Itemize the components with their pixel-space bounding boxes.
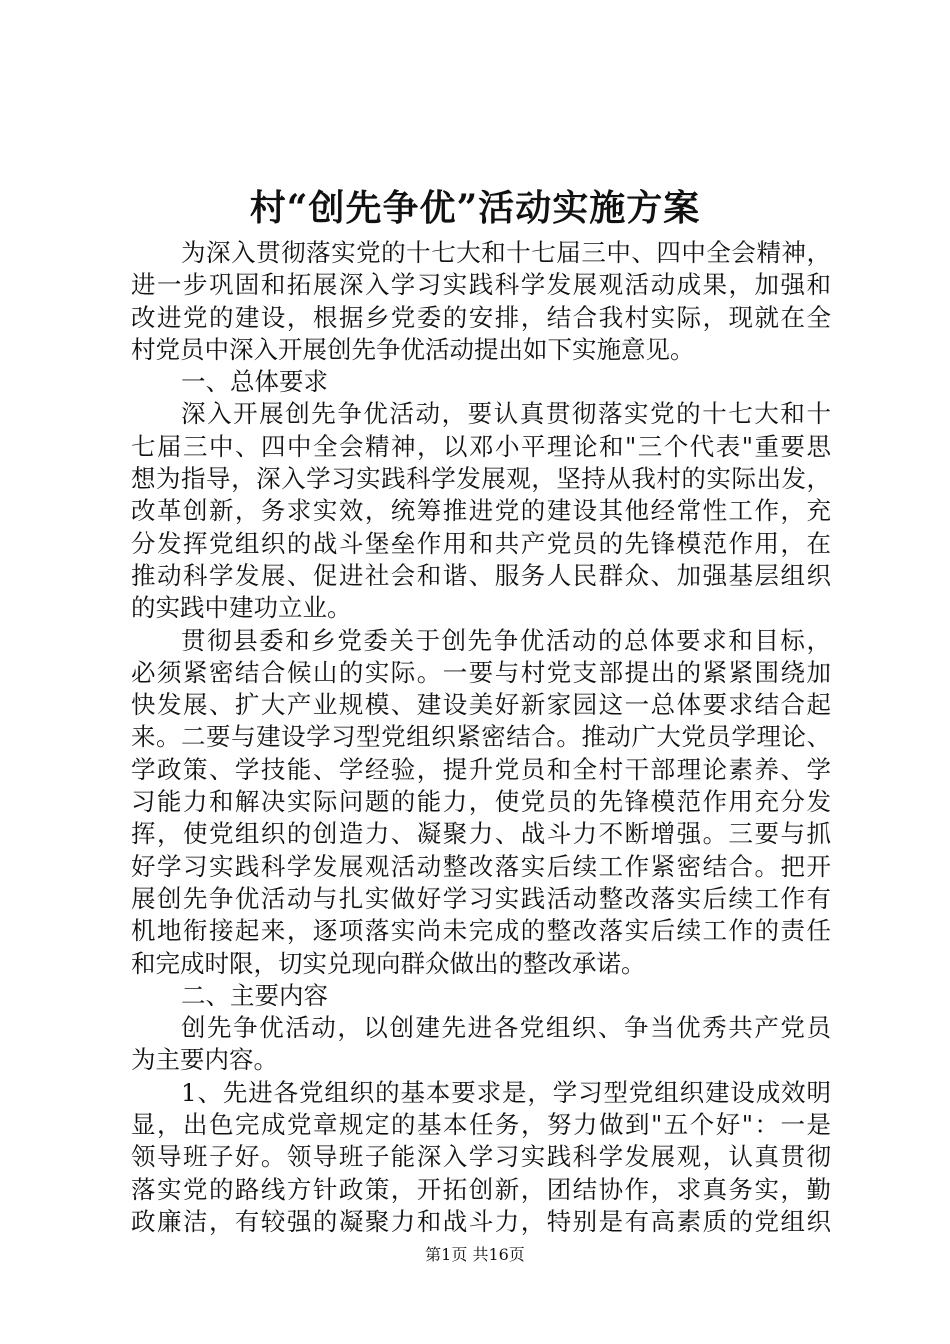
- body-line: 为深入贯彻落实党的十七大和十七届三中、四中全会精神，: [181, 238, 831, 267]
- document-body: [131, 237, 831, 1238]
- page-footer: 第1页 共16页: [425, 1245, 525, 1264]
- body-line: 快发展、扩大产业规模、建设美好新家园这一总体要求结合起: [131, 690, 831, 720]
- body-line: 好学习实践科学发展观活动整改落实后续工作紧密结合。把开: [131, 851, 831, 881]
- body-line: 改革创新，务求实效，统筹推进党的建设其他经常性工作，充: [131, 496, 831, 526]
- body-line: 七届三中、四中全会精神，以邓小平理论和"三个代表"重要思: [131, 431, 831, 461]
- body-line: 二、主要内容: [181, 980, 328, 1010]
- body-line: 改进党的建设，根据乡党委的安排，结合我村实际，现就在全: [131, 302, 831, 332]
- body-line: 推动科学发展、促进社会和谐、服务人民群众、加强基层组织: [131, 560, 831, 590]
- body-line: 学政策、学技能、学经验，提升党员和全村干部理论素养、学: [131, 754, 831, 784]
- body-line: 1、先进各党组织的基本要求是，学习型党组织建设成效明: [181, 1077, 831, 1107]
- body-line: 贯彻县委和乡党委关于创先争优活动的总体要求和目标，: [181, 625, 831, 655]
- body-line: 挥，使党组织的创造力、凝聚力、战斗力不断增强。三要与抓: [131, 819, 831, 849]
- body-line: 领导班子好。领导班子能深入学习实践科学发展观，认真贯彻: [131, 1142, 831, 1172]
- body-line: 创先争优活动，以创建先进各党组织、争当优秀共产党员: [181, 1013, 831, 1043]
- body-line: 想为指导，深入学习实践科学发展观，坚持从我村的实际出发，: [131, 464, 831, 494]
- body-line: 村党员中深入开展创先争优活动提出如下实施意见。: [131, 334, 695, 364]
- body-line: 必须紧密结合候山的实际。一要与村党支部提出的紧紧围绕加: [131, 657, 831, 687]
- body-line: 习能力和解决实际问题的能力，使党员的先锋模范作用充分发: [131, 787, 831, 817]
- body-line: 落实党的路线方针政策，开拓创新，团结协作，求真务实，勤: [131, 1174, 831, 1204]
- body-line: 一、总体要求: [181, 367, 328, 397]
- body-line: 来。二要与建设学习型党组织紧密结合。推动广大党员学理论、: [131, 722, 831, 752]
- body-line: 显，出色完成党章规定的基本任务，努力做到"五个好"：一是: [131, 1110, 831, 1140]
- body-line: 展创先争优活动与扎实做好学习实践活动整改落实后续工作有: [131, 883, 831, 913]
- body-line: 政廉洁，有较强的凝聚力和战斗力，特别是有高素质的党组织: [131, 1206, 831, 1236]
- body-line: 的实践中建功立业。: [131, 593, 352, 623]
- document-title: 村“创先争优”活动实施方案: [249, 187, 701, 229]
- body-line: 为主要内容。: [131, 1045, 278, 1075]
- body-line: 分发挥党组织的战斗堡垒作用和共产党员的先锋模范作用，在: [131, 528, 831, 558]
- body-line: 深入开展创先争优活动，要认真贯彻落实党的十七大和十: [181, 399, 831, 429]
- body-line: 机地衔接起来，逐项落实尚未完成的整改落实后续工作的责任: [131, 916, 831, 946]
- body-line: 进一步巩固和拓展深入学习实践科学发展观活动成果，加强和: [131, 270, 831, 300]
- body-line: 和完成时限，切实兑现向群众做出的整改承诺。: [131, 948, 646, 978]
